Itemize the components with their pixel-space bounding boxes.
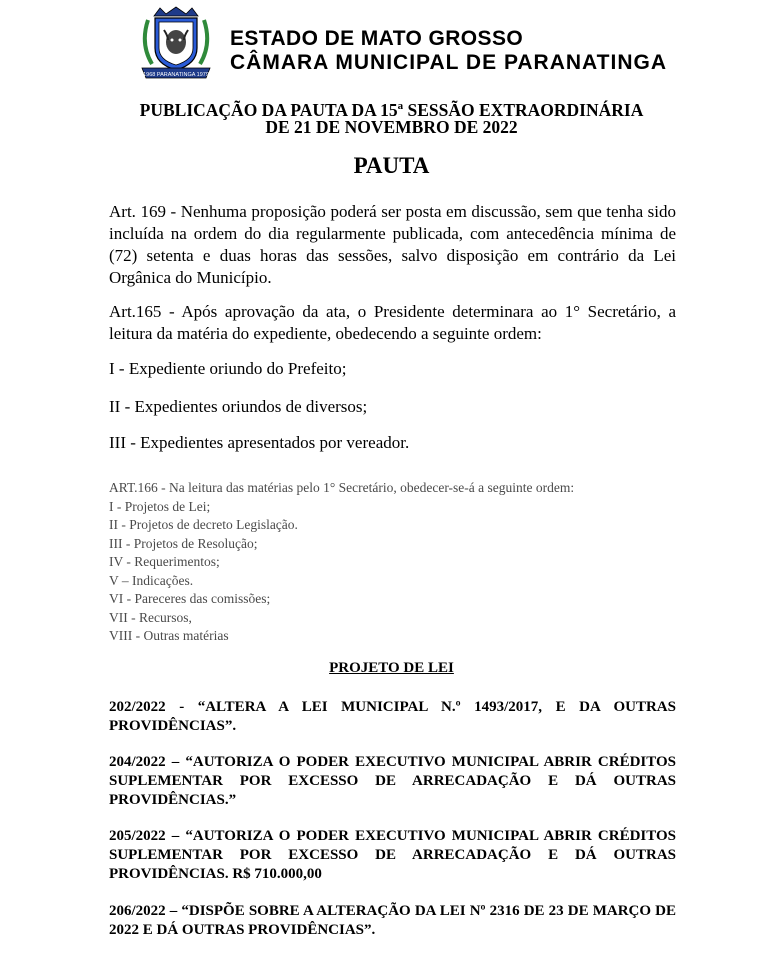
reading-order-item: II - Projetos de decreto Legislação. (109, 517, 298, 532)
expediente-item: I - Expediente oriundo do Prefeito; (109, 359, 347, 378)
publication-title-line2: DE 21 DE NOVEMBRO DE 2022 (265, 117, 518, 137)
article-169-paragraph: Art. 169 - Nenhuma proposição poderá ser posta em discussão, sem que tenha sido incluída na ordem do dia regularmente publicada, com antecedência mínima de (72) setenta e duas horas das sessões, salvo disposição em contrário da Lei Orgânica do Município. (109, 202, 676, 287)
projeto-item: 205/2022 – “AUTORIZA O PODER EXECUTIVO MUNICIPAL ABRIR CRÉDITOS SUPLEMENTAR POR EXCESSO DE ARRECADAÇÃO E DÁ OUTRAS PROVIDÊNCIAS. R$ 710.000,00 (109, 828, 676, 882)
svg-text:1968 PARANATINGA 1979: 1968 PARANATINGA 1979 (143, 72, 209, 78)
header-state-name: ESTADO DE MATO GROSSO (230, 27, 524, 50)
reading-order-item: I - Projetos de Lei; (109, 498, 211, 514)
article-166-block (109, 479, 709, 646)
reading-order-item: VII - Recursos, (109, 609, 192, 625)
reading-order-item: VI - Pareceres das comissões; (109, 591, 271, 606)
reading-order-item: VIII - Outras matérias (109, 628, 229, 643)
publication-title-line1: PUBLICAÇÃO DA PAUTA DA 15$^a$ SESSÃO EXTRAORDINÁRIA (139, 99, 644, 120)
reading-order-item: V – Indicações. (109, 572, 194, 588)
header-chamber-name: CÂMARA MUNICIPAL DE PARANATINGA (230, 51, 667, 74)
reading-order-item: III - Projetos de Resolução; (109, 535, 258, 551)
expediente-item: III - Expedientes apresentados por vereador. (109, 433, 410, 452)
projeto-item: 202/2022 - “ALTERA A LEI MUNICIPAL N.º 1493/2017, E DA OUTRAS PROVIDÊNCIAS”. (109, 699, 676, 734)
section-title: PROJETO DE LEI (329, 660, 454, 676)
expediente-item: II - Expedientes oriundos de diversos; (109, 397, 368, 416)
projeto-item: 206/2022 – “DISPÕE SOBRE A ALTERAÇÃO DA LEI Nº 2316 DE 23 DE MARÇO DE 2022 E DÁ OUTRAS PROVIDÊNCIAS”. (109, 903, 676, 938)
projeto-item: 204/2022 – “AUTORIZA O PODER EXECUTIVO MUNICIPAL ABRIR CRÉDITOS SUPLEMENTAR POR EXCESSO DE ARRECADAÇÃO E DÁ OUTRAS PROVIDÊNCIAS.” (109, 754, 676, 808)
page-heading: PAUTA (353, 153, 430, 178)
municipal-crest-icon (138, 6, 214, 84)
article-165-paragraph: Art.165 - Após aprovação da ata, o Presidente determinara ao 1° Secretário, a leitura da matéria do expediente, obedecendo a seguinte ordem: (109, 302, 676, 343)
article-166-intro: ART.166 - Na leitura das matérias pelo 1° Secretário, obedecer-se-á a seguinte ordem: (109, 480, 575, 495)
reading-order-item: IV - Requerimentos; (109, 554, 220, 569)
